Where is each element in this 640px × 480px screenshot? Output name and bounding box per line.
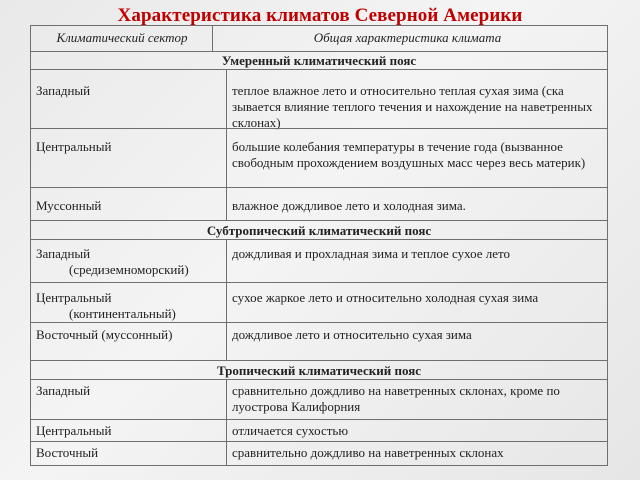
climate-table: [30, 25, 608, 466]
zone-heading-tropical: Тропический климатический пояс: [31, 360, 607, 379]
description-cell: сухое жаркое лето и относительно холодная сухая зима: [232, 290, 539, 305]
table-row: [31, 441, 607, 465]
table-row: [31, 282, 607, 322]
description-cell: дождливое лето и относительно сухая зима: [232, 327, 472, 342]
sector-subtitle: (средиземноморский): [69, 262, 189, 277]
sector-cell: Центральный (континентальный): [31, 283, 227, 322]
sector-cell: Западный: [31, 380, 227, 419]
page-title: Характеристика климатов Северной Америки: [117, 5, 523, 26]
sector-cell: Западный (средиземноморский): [31, 240, 227, 282]
table-row: [31, 128, 607, 187]
table-row: [31, 322, 607, 360]
description-cell: отличается сухостью: [232, 423, 349, 438]
description-cell: влажное дождливое лето и холодная зима.: [232, 198, 466, 213]
description-cell: сравнительно дождливо на наветренных склонах, кроме по луострова Калифорния: [232, 383, 560, 414]
zone-heading-temperate: Умеренный климатический пояс: [31, 51, 607, 69]
header-characteristic: Общая характеристика климата: [313, 30, 502, 45]
sector-subtitle: (континентальный): [69, 306, 176, 321]
table-row: [31, 419, 607, 441]
sector-cell: Восточный (муссонный): [31, 323, 227, 360]
sector-cell: Центральный: [31, 420, 227, 441]
header-sector: Климатический сектор: [31, 26, 213, 51]
table-row: [31, 187, 607, 220]
sector-cell: Западный: [31, 70, 227, 128]
table-header-row: [31, 26, 607, 51]
sector-cell: Восточный: [31, 442, 227, 465]
description-cell: большие колебания температуры в течение года (вызванное свободным прохождением воздушных масс через весь материк): [232, 139, 586, 170]
description-cell: дождливая и прохладная зима и теплое сухое лето: [232, 246, 511, 261]
table-row: [31, 379, 607, 419]
sector-cell: Муссонный: [31, 188, 227, 220]
zone-heading-subtropical: Субтропический климатический пояс: [31, 220, 607, 239]
sector-cell: Центральный: [31, 129, 227, 187]
description-cell: теплое влажное лето и относительно теплая сухая зима (ска зывается влияние теплого течения и нахождение на наветренных склонах): [232, 83, 593, 130]
table-row: [31, 69, 607, 128]
description-cell: сравнительно дождливо на наветренных склонах: [232, 445, 504, 460]
table-row: [31, 239, 607, 282]
